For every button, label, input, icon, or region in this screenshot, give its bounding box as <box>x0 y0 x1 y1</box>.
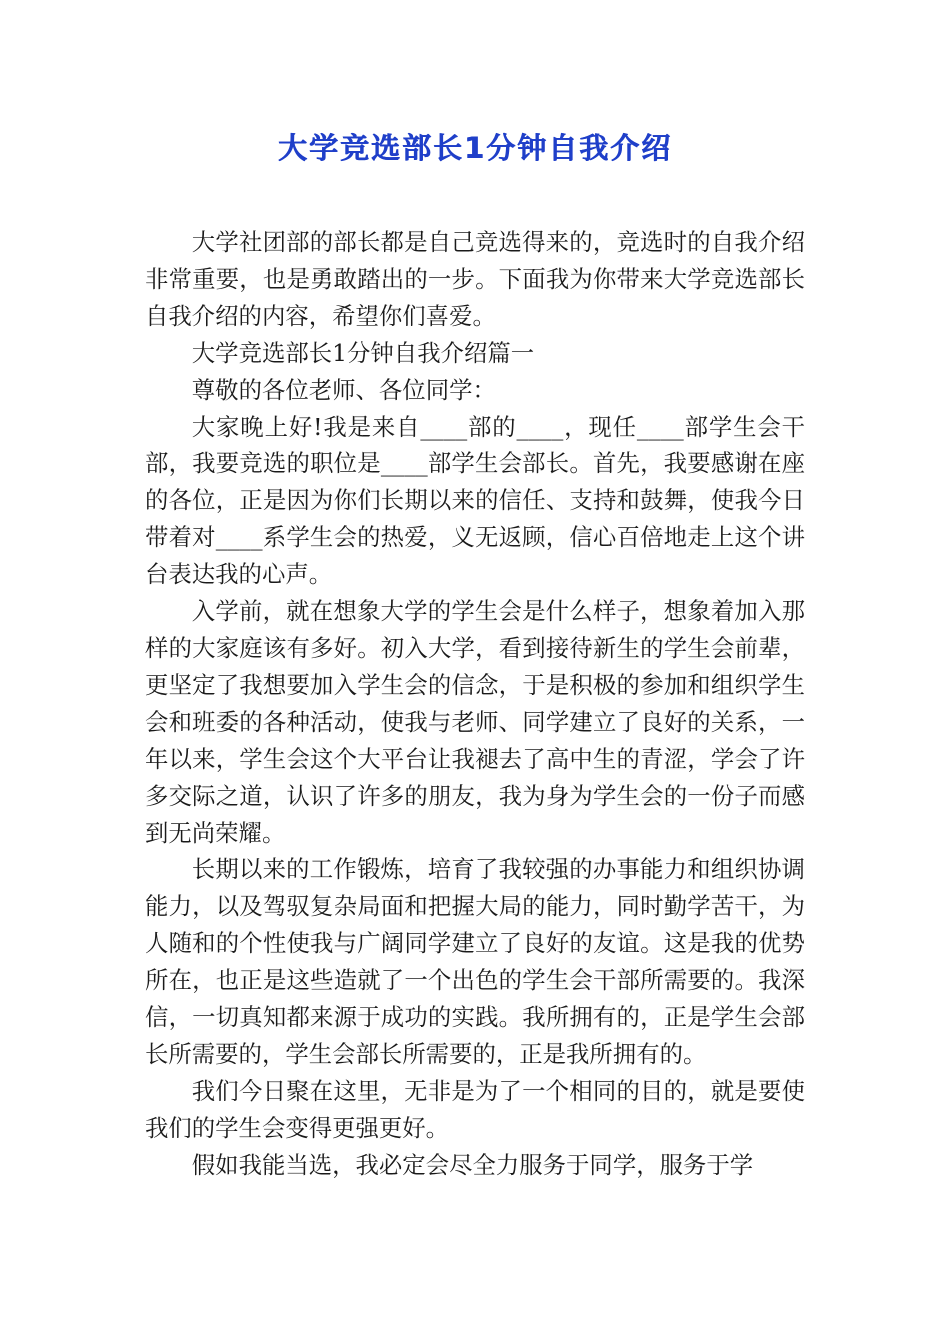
document-body <box>145 224 805 1184</box>
paragraph-greeting: 大家晚上好!我是来自____部的____，现任____部学生会干部，我要竞选的职位是____部学生会部长。首先，我要感谢在座的各位，正是因为你们长期以来的信任、支持和鼓舞，使我今日带着对____系学生会的热爱，义无返顾，信心百倍地走上这个讲台表达我的心声。 <box>145 412 805 589</box>
paragraph-before-enrollment: 入学前，就在想象大学的学生会是什么样子，想象着加入那样的大家庭该有多好。初入大学，看到接待新生的学生会前辈，更坚定了我想要加入学生会的信念，于是积极的参加和组织学生会和班委的各种活动，使我与老师、同学建立了良好的关系，一年以来，学生会这个大平台让我褪去了高中生的青涩，学会了许多交际之道，认识了许多的朋友，我为身为学生会的一份子而感到无尚荣耀。 <box>145 597 805 847</box>
paragraph-abilities: 长期以来的工作锻炼，培育了我较强的办事能力和组织协调能力，以及驾驭复杂局面和把握大局的能力，同时勤学苦干，为人随和的个性使我与广阔同学建立了良好的友谊。这是我的优势所在，也正是这些造就了一个出色的学生会干部所需要的。我深信，一切真知都来源于成功的实践。我所拥有的，正是学生会部长所需要的，学生会部长所需要的，正是我所拥有的。 <box>145 855 805 1068</box>
paragraph-section-heading: 大学竞选部长1分钟自我介绍篇一 <box>191 338 535 367</box>
paragraph-salutation: 尊敬的各位老师、各位同学： <box>191 375 496 404</box>
paragraph-if-elected: 假如我能当选，我必定会尽全力服务于同学，服务于学 <box>191 1150 754 1179</box>
document-title: 大学竞选部长1分钟自我介绍 <box>277 131 673 165</box>
paragraph-intro: 大学社团部的部长都是自己竞选得来的，竞选时的自我介绍非常重要，也是勇敢踏出的一步。下面我为你带来大学竞选部长自我介绍的内容，希望你们喜爱。 <box>145 228 805 330</box>
paragraph-common-goal: 我们今日聚在这里，无非是为了一个相同的目的，就是要使我们的学生会变得更强更好。 <box>145 1076 805 1142</box>
